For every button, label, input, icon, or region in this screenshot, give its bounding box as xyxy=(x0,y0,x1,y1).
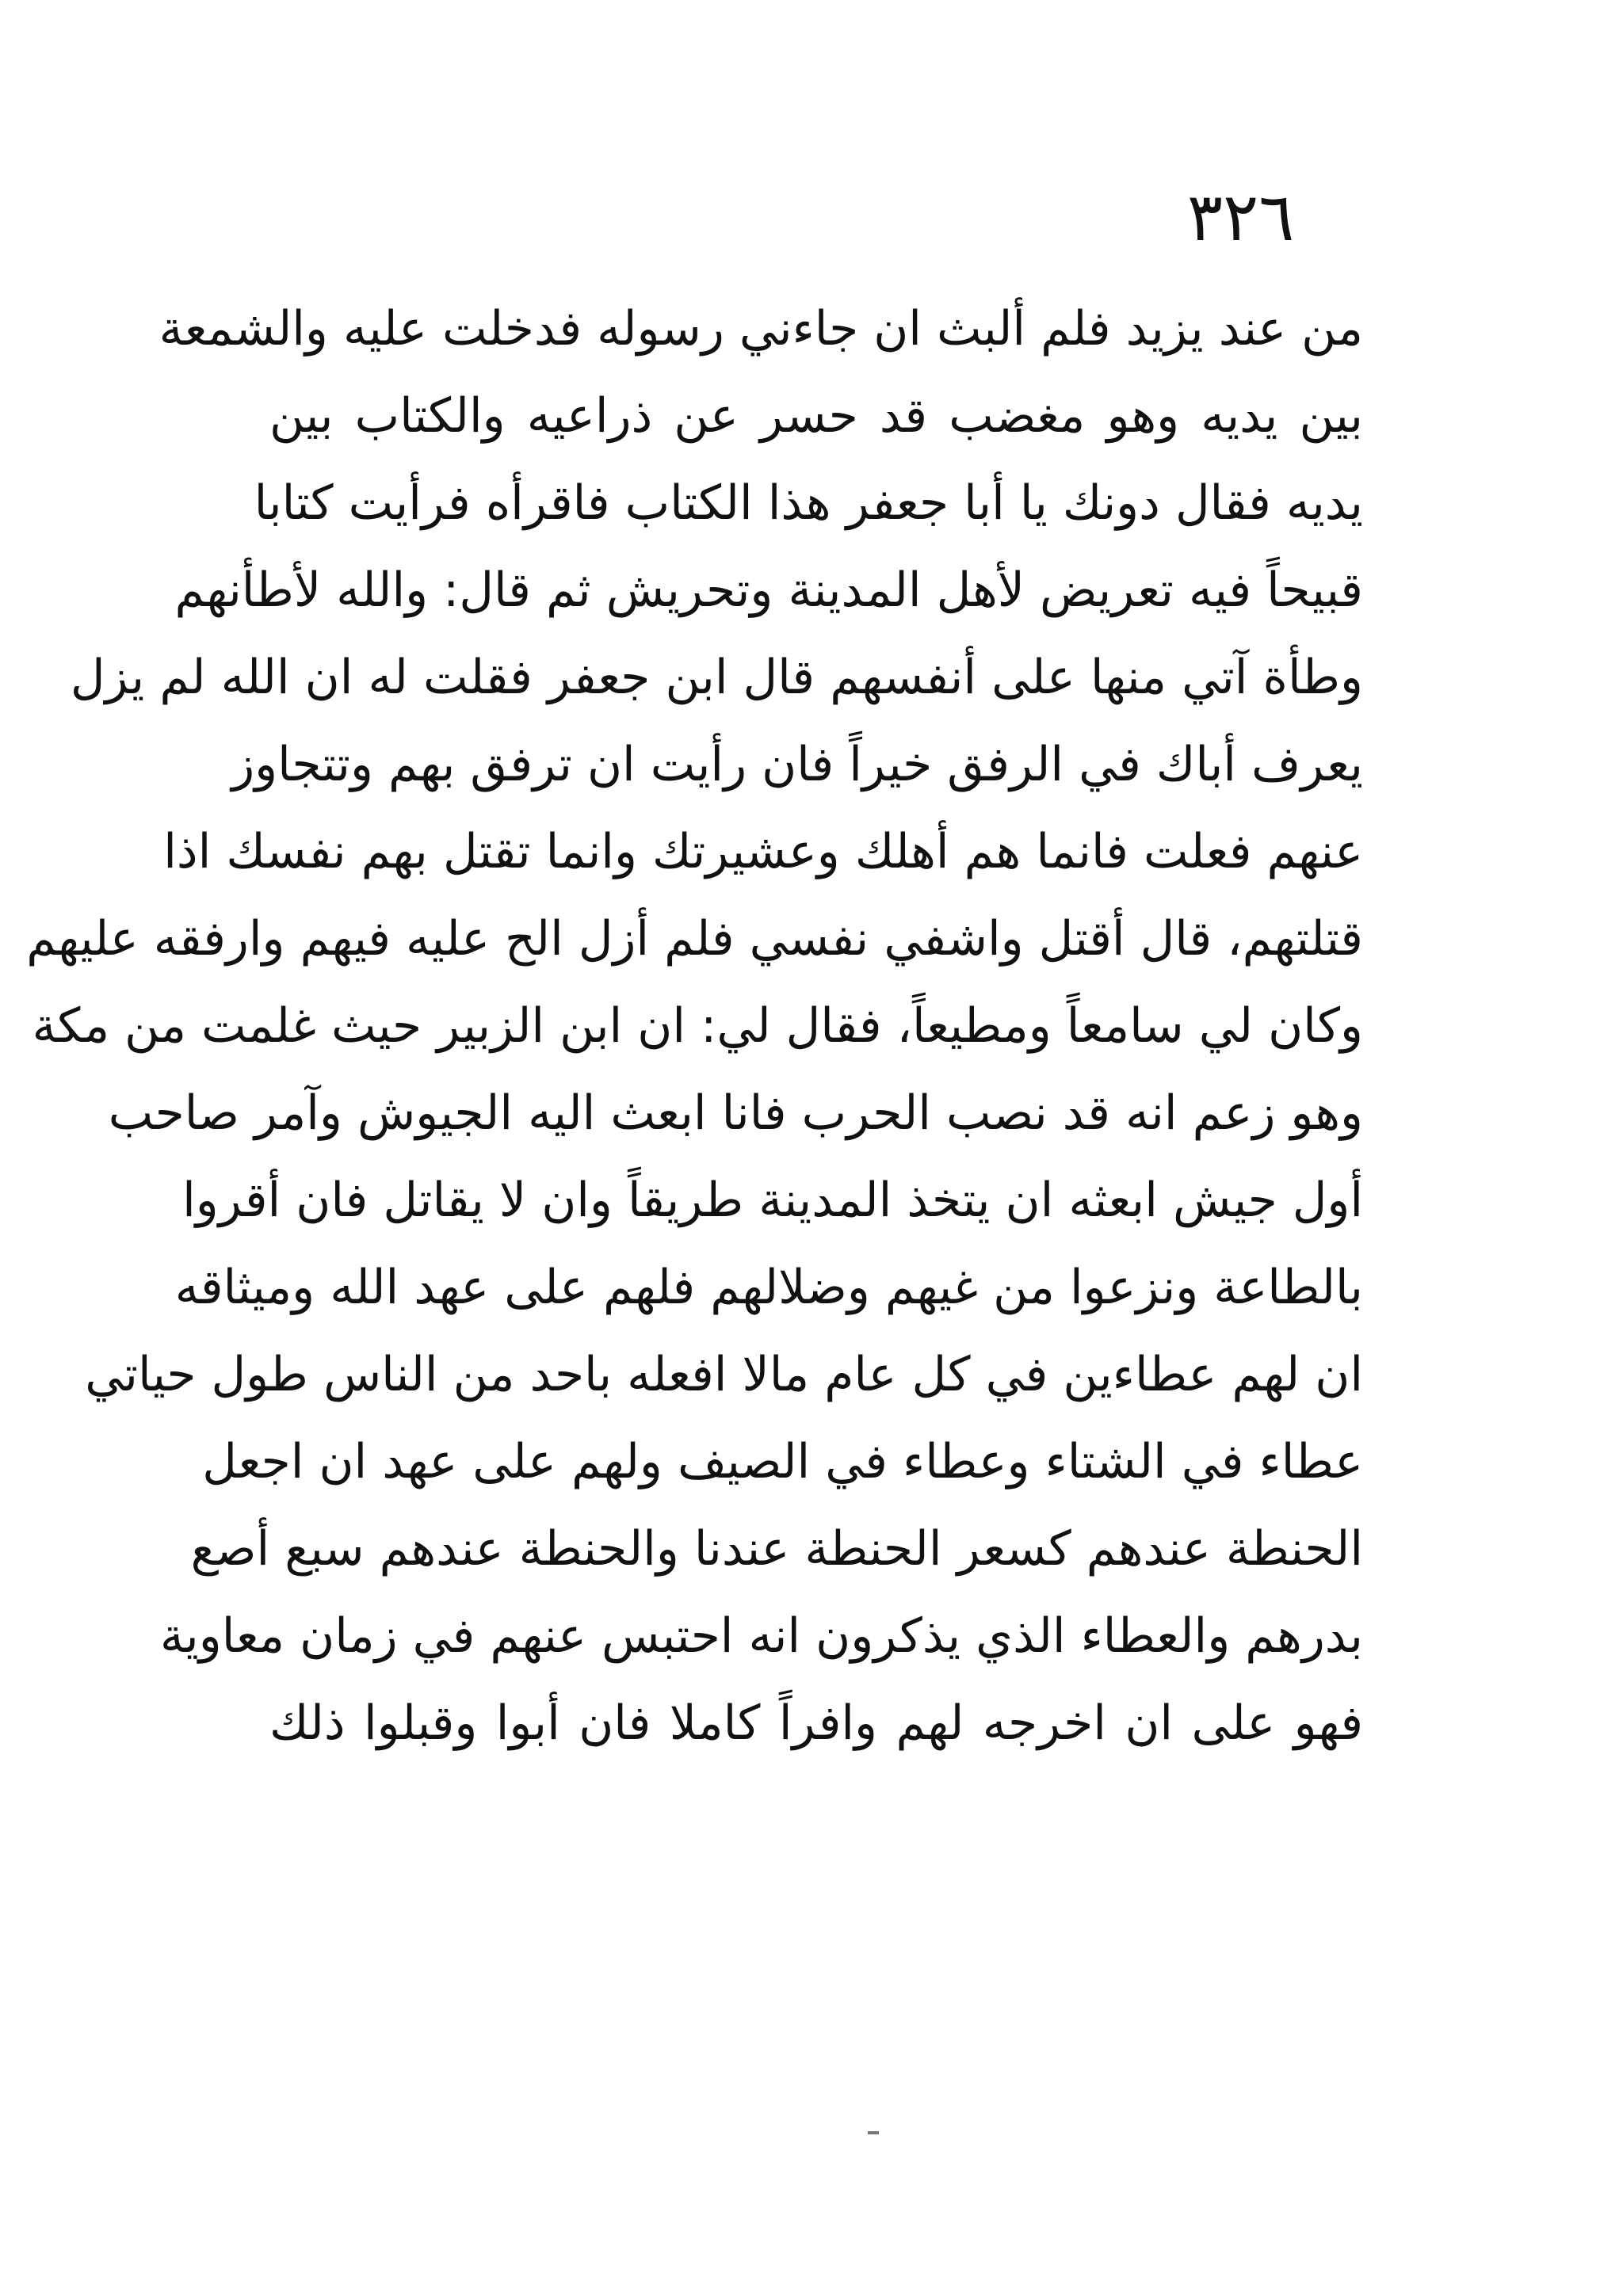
text-line: ان لهم عطاءين في كل عام مالا افعله باحد من الناس طول حياتي xyxy=(85,1347,1363,1402)
text-line: بين يديه وهو مغضب قد حسر عن ذراعيه والكتاب بين xyxy=(269,388,1363,444)
text-line: وهو زعم انه قد نصب الحرب فانا ابعث اليه الجيوش وآمر صاحب xyxy=(108,1085,1363,1141)
scan-speck xyxy=(868,2131,879,2134)
text-line: من عند يزيد فلم ألبث ان جاءني رسوله فدخلت عليه والشمعة xyxy=(158,301,1363,357)
text-line: الحنطة عندهم كسعر الحنطة عندنا والحنطة عندهم سبع أصع xyxy=(190,1521,1363,1577)
text-line: عطاء في الشتاء وعطاء في الصيف ولهم على عهد ان اجعل xyxy=(202,1434,1363,1489)
text-line: وطأة آتي منها على أنفسهم قال ابن جعفر فقلت له ان الله لم يزل xyxy=(70,650,1363,705)
text-line: وكان لي سامعاً ومطيعاً، فقال لي: ان ابن الزبير حيث غلمت من مكة xyxy=(32,998,1363,1054)
text-line: فهو على ان اخرجه لهم وافراً كاملا فان أبوا وقبلوا ذلك xyxy=(269,1695,1363,1751)
body-text xyxy=(26,285,1363,1767)
text-line: بدرهم والعطاء الذي يذكرون انه احتبس عنهم في زمان معاوية xyxy=(159,1608,1363,1664)
text-line: أول جيش ابعثه ان يتخذ المدينة طريقاً وان لا يقاتل فان أقروا xyxy=(182,1173,1363,1228)
text-line: قتلتهم، قال أقتل واشفي نفسي فلم أزل الح عليه فيهم وارفقه عليهم xyxy=(26,911,1363,967)
page-number: ٣٢٦ xyxy=(1187,178,1295,256)
text-line: بالطاعة ونزعوا من غيهم وضلالهم فلهم على عهد الله وميثاقه xyxy=(174,1260,1363,1315)
text-line: يديه فقال دونك يا أبا جعفر هذا الكتاب فاقرأه فرأيت كتابا xyxy=(254,475,1363,531)
text-line: قبيحاً فيه تعريض لأهل المدينة وتحريش ثم قال: والله لأطأنهم xyxy=(174,563,1363,618)
text-line: عنهم فعلت فانما هم أهلك وعشيرتك وانما تقتل بهم نفسك اذا xyxy=(163,824,1363,879)
text-line: يعرف أباك في الرفق خيراً فان رأيت ان ترفق بهم وتتجاوز xyxy=(231,737,1363,792)
